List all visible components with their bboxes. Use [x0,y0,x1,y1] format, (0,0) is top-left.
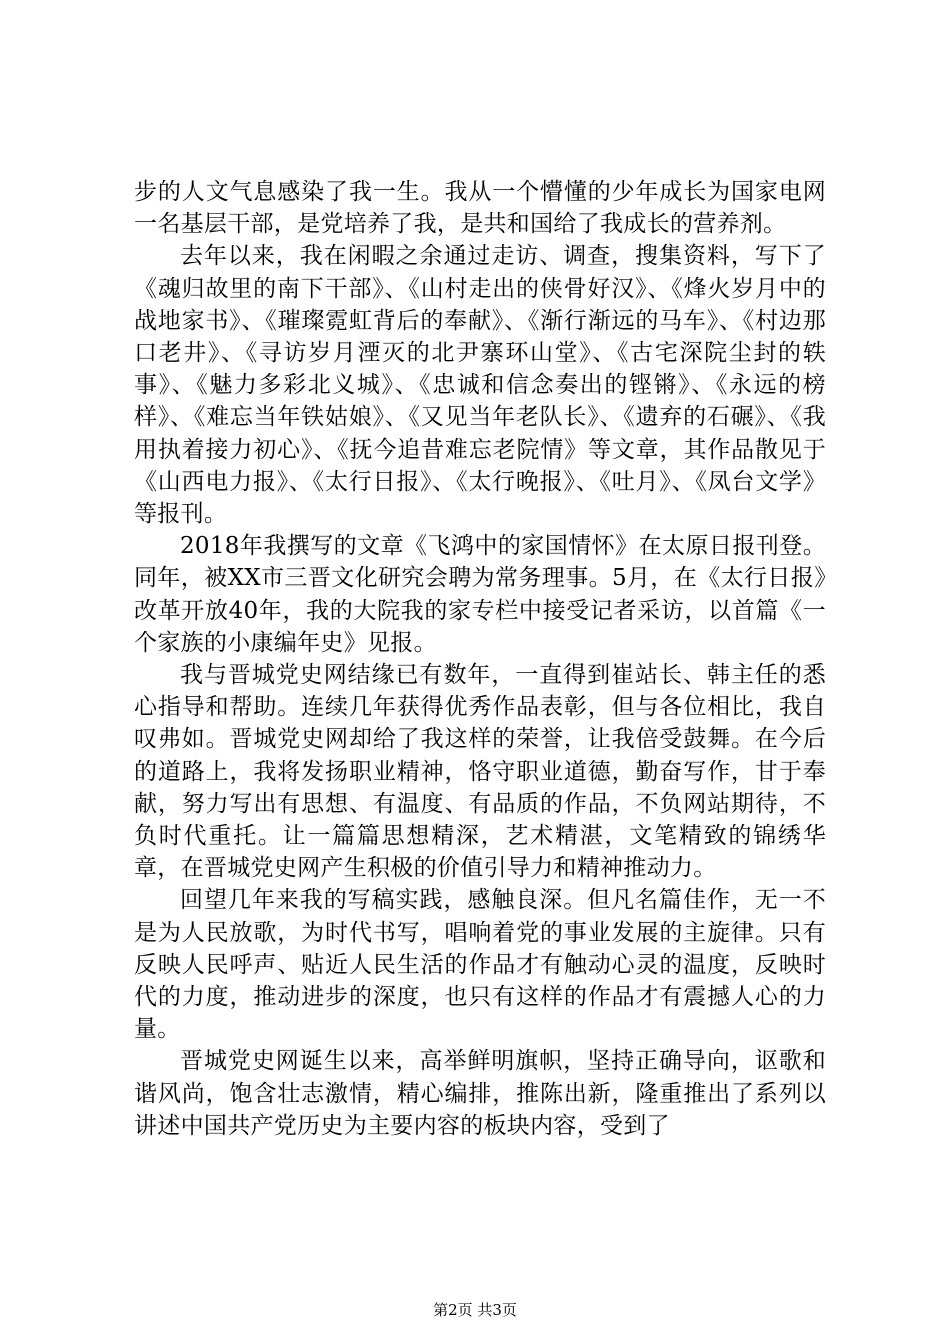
paragraph-6: 晋城党史网诞生以来，高举鲜明旗帜，坚持正确导向，讴歌和谐风尚，饱含壮志激情，精心编排，推陈出新，隆重推出了系列以讲述中国共产党历史为主要内容的板块内容，受到了 [134,1048,826,1139]
paragraph-3: 2018年我撰写的文章《飞鸿中的家国情怀》在太原日报刊登。同年，被XX市三晋文化研究会聘为常务理事。5月，在《太行日报》改革开放40年，我的大院我的家专栏中接受记者采访，以首篇《一个家族的小康编年史》见报。 [134,533,826,656]
page-footer: 第2页 共3页 [433,1301,517,1319]
paragraph-5: 回望几年来我的写稿实践，感触良深。但凡名篇佳作，无一不是为人民放歌，为时代书写，唱响着党的事业发展的主旋律。只有反映人民呼声、贴近人民生活的作品才有触动心灵的温度，反映时代的力度，推动进步的深度，也只有这样的作品才有震撼人心的力量。 [134,887,826,1043]
paragraph-2: 去年以来，我在闲暇之余通过走访、调查，搜集资料，写下了《魂归故里的南下干部》、《山村走出的侠骨好汉》、《烽火岁月中的战地家书》、《璀璨霓虹背后的奉献》、《渐行渐远的马车》、《村边那口老井》、《寻访岁月湮灭的北尹寨环山堂》、《古宅深院尘封的轶事》、《魅力多彩北义城》、《忠诚和信念奏出的铿锵》、《永远的榜样》、《难忘当年铁姑娘》、《又见当年老队长》、《遗弃的石碾》、《我用执着接力初心》、《抚今追昔难忘老院情》等文章，其作品散见于《山西电力报》、《太行日报》、《太行晚报》、《吐月》、《凤台文学》等报刊。 [134,243,826,528]
document-body [134,176,826,1142]
paragraph-1: 步的人文气息感染了我一生。我从一个懵懂的少年成长为国家电网一名基层干部，是党培养了我，是共和国给了我成长的营养剂。 [134,179,826,238]
paragraph-4: 我与晋城党史网结缘已有数年，一直得到崔站长、韩主任的悉心指导和帮助。连续几年获得优秀作品表彰，但与各位相比，我自叹弗如。晋城党史网却给了我这样的荣誉，让我倍受鼓舞。在今后的道路上，我将发扬职业精神，恪守职业道德，勤奋写作，甘于奉献，努力写出有思想、有温度、有品质的作品，不负网站期待，不负时代重托。让一篇篇思想精深，艺术精湛，文笔精致的锦绣华章，在晋城党史网产生积极的价值引导力和精神推动力。 [134,662,826,882]
